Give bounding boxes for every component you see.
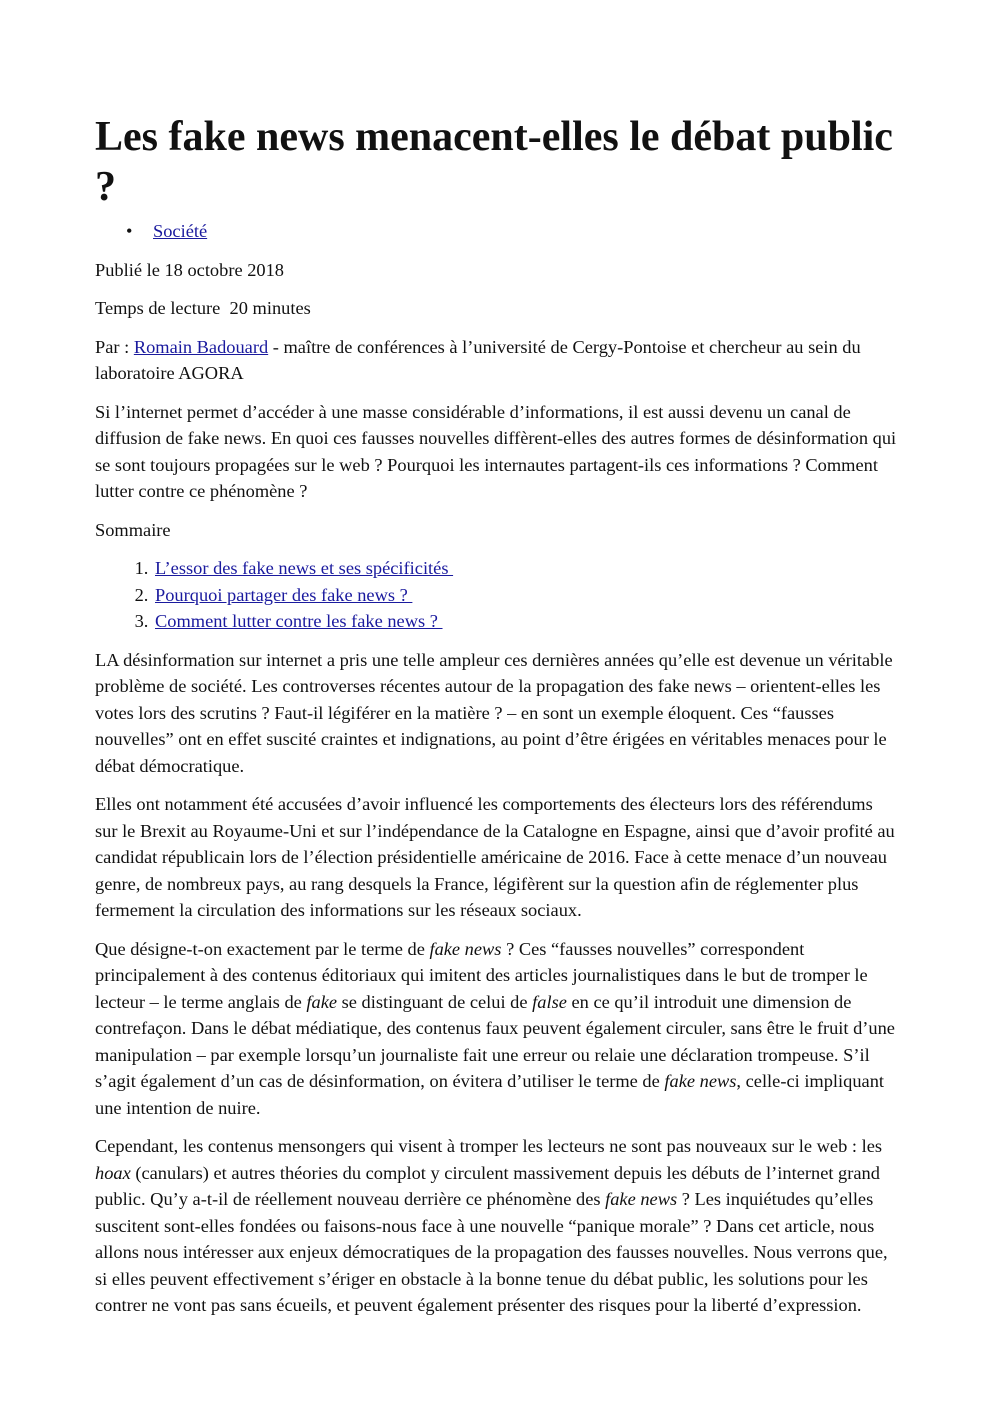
toc-link-2[interactable]: Pourquoi partager des fake news ? [155,584,413,605]
italic-term: fake news [429,938,502,959]
category-link[interactable]: Société [153,221,208,241]
text-run: ? Les inquiétudes qu’elles suscitent sont-elles fondées ou faisons-nous face à une nouvelle “panique morale” ? Dans cet article, nous allons nous intéresser aux enjeux démocratiques de la propagation des fausses nouvelles. Nous verrons que, si elles peuvent effectivement s’ériger en obstacle à la bonne tenue du débat public, les solutions pour les contrer ne vont pas sans écueils, et peuvent également présenter des risques pour la liberté d’expression. [95,1189,888,1315]
author-description: - maître de conférences à l’université de Cergy-Pontoise et chercheur au sein du laboratoire AGORA [95,336,861,383]
toc-item [153,608,898,635]
italic-term: fake news [605,1189,678,1209]
category-list [95,218,898,245]
text-run: , celle-ci impliquant une intention de nuire. [95,1071,885,1118]
article-title: Les fake news menacent-elles le débat public ? [95,114,893,210]
toc-link-3[interactable]: Comment lutter contre les fake news ? [155,611,443,631]
italic-term: hoax [95,1162,131,1183]
intro-paragraph: Si l’internet permet d’accéder à une masse considérable d’informations, il est aussi devenu un canal de diffusion de fake news. En quoi ces fausses nouvelles diffèrent-elles des autres formes de désinformation qui se sont toujours propagées sur le web ? Pourquoi les internautes partagent-ils ces informations ? Comment lutter contre ce phénomène ? [95,401,897,501]
author-prefix: Par : [95,336,134,357]
author-link[interactable]: Romain Badouard [133,336,269,357]
text-run: Cependant, les contenus mensongers qui visent à tromper les lecteurs ne sont pas nouveaux sur le web : les [95,1136,883,1156]
italic-term: fake [306,991,338,1012]
toc-link-1[interactable]: L’essor des fake news et ses spécificités [155,558,454,578]
text-run: ? Ces “fausses nouvelles” correspondent principalement à des contenus éditoriaux qui imitent des articles journalistiques dans le but de tromper le lecteur – le terme anglais de [95,938,868,1012]
text-run: se distinguant de celui de [337,991,533,1012]
publish-date: Publié le 18 octobre 2018 [95,259,284,280]
italic-term: fake news [664,1071,737,1091]
summary-label: Sommaire [95,519,171,540]
author-line [95,334,898,387]
toc-item [153,582,898,609]
toc-item [153,555,898,582]
body-paragraph-2: Elles ont notamment été accusées d’avoir influencé les comportements des électeurs lors des référendums sur le Brexit au Royaume-Uni et sur l’indépendance de la Catalogne en Espagne, ainsi que d’avoir profité au candidat républicain lors de l’élection présidentielle américaine de 2016. Face à cette menace d’un nouveau genre, de nombreux pays, au rang desquels la France, légifèrent sur la question afin de réglementer plus fermement la circulation des informations sur les réseaux sociaux. [95,794,895,920]
italic-term: false [532,991,567,1012]
reading-time: Temps de lecture 20 minutes [95,298,311,318]
body-paragraph-1: LA désinformation sur internet a pris une telle ampleur ces dernières années qu’elle est devenue un véritable problème de société. Les controverses récentes autour de la propagation des fake news – orientent-elles les votes lors des scrutins ? Faut-il légiférer en la matière ? – en sont un exemple éloquent. Ces “fausses nouvelles” ont en effet suscité craintes et indignations, au point d’être érigées en véritables menaces pour le débat démocratique. [95,649,893,776]
body-paragraph-4 [95,1133,898,1319]
text-run: (canulars) et autres théories du complot y circulent massivement depuis les débuts de l’internet grand public. Qu’y a-t-il de réellement nouveau derrière ce phénomène des [95,1162,880,1209]
text-run: Que désigne-t-on exactement par le terme de [95,938,430,959]
body-paragraph-3 [95,936,898,1122]
category-item [153,218,898,245]
text-run: en ce qu’il introduit une dimension de contrefaçon. Dans le débat médiatique, des contenus faux peuvent également circuler, sans être le fruit d’une manipulation – par exemple lorsqu’un journaliste fait une erreur ou relaie une déclaration trompeuse. S’il s’agit également d’un cas de désinformation, on évitera d’utiliser le terme de [95,991,895,1091]
table-of-contents [95,555,898,635]
